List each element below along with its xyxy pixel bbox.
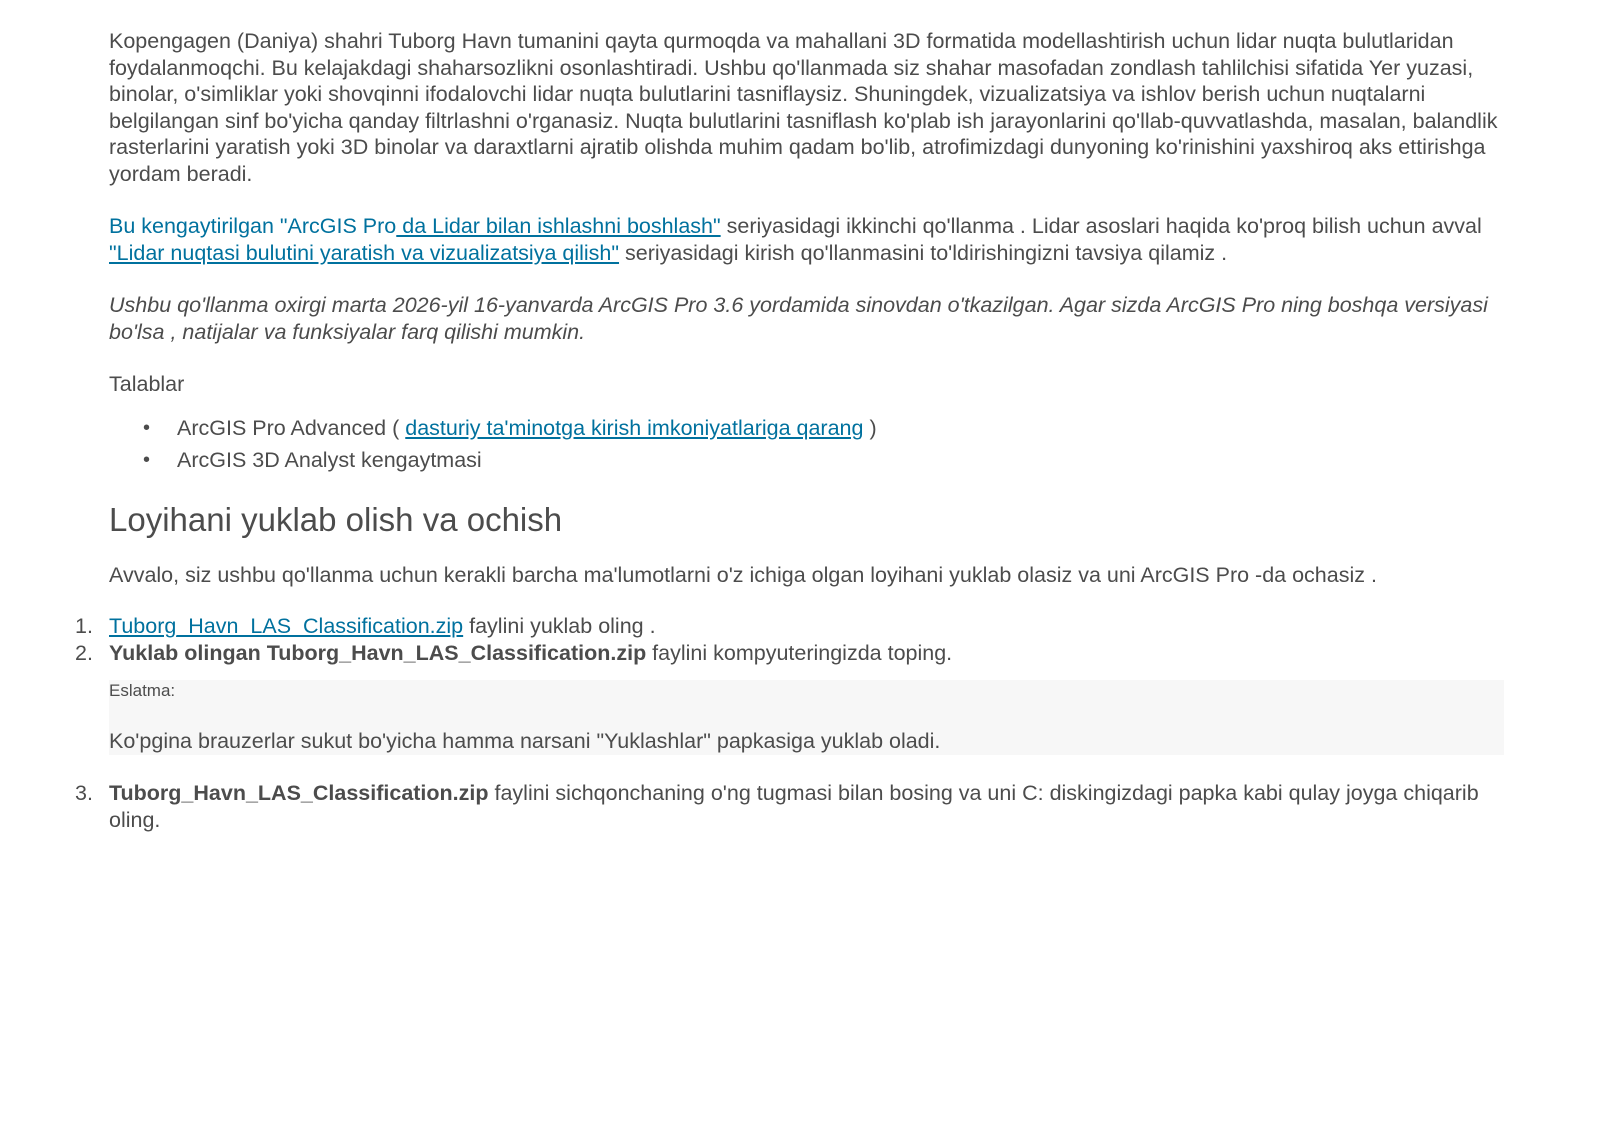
document-page xyxy=(75,28,1504,833)
requirements-list xyxy=(109,412,1504,476)
note-title: Eslatma: xyxy=(109,681,176,700)
step-bold-text: Yuklab olingan Tuborg_Havn_LAS_Classification.zip xyxy=(109,640,647,665)
note-box xyxy=(109,680,1504,755)
step-bold-text: Tuborg_Havn_LAS_Classification.zip xyxy=(109,781,489,805)
series-text-mid: seriyasidagi ikkinchi qo'llanma . Lidar asoslari haqida ko'proq bilish uchun avval xyxy=(720,214,1482,238)
step-item xyxy=(75,780,1504,833)
intro-paragraph: Kopengagen (Daniya) shahri Tuborg Havn tumanini qayta qurmoqda va mahallani 3D formatida modellashtirish uchun lidar nuqta bulutlaridan foydalanmoqchi. Bu kelajakdagi shaharsozlikni osonlashtiradi. Ushbu qo'llanmada siz shahar masofadan zondlash tahlilchisi sifatida Yer yuzasi, binolar, o'simliklar yoki shovqinni ifodalovchi lidar nuqta bulutlarini tasniflaysiz. Shuningdek, vizualizatsiya va ishlov berish uchun nuqtalarni belgilangan sinf bo'yicha qanday filtrlashni o'rganasiz. Nuqta bulutlarini tasniflash ko'plab ish jarayonlarini qo'llab-quvvatlashda, masalan, balandlik rasterlarini yaratish yoki 3D binolar va daraxtlarni ajratib olishda muhim qadam bo'lib, atrofimizdagi dunyoning ko'rinishini yaxshiroq aks ettirishga yordam beradi. xyxy=(109,29,1498,186)
requirement-text-end: ) xyxy=(863,415,877,440)
step-text: faylini kompyuteringizda toping. xyxy=(646,640,953,665)
step-text: faylini yuklab oling . xyxy=(463,614,656,638)
requirement-item xyxy=(177,412,1504,444)
series-link[interactable]: da Lidar bilan ishlashni boshlash" xyxy=(396,214,721,238)
step-number: 1. xyxy=(75,614,93,638)
step-item xyxy=(75,613,1504,640)
requirement-item: • ArcGIS 3D Analyst kengaytmasi xyxy=(177,444,1504,476)
steps-list xyxy=(75,613,1504,833)
step-item xyxy=(75,640,1504,756)
tested-note: Ushbu qo'llanma oxirgi marta 2026-yil 16-yanvarda ArcGIS Pro 3.6 yordamida sinovdan o'tkazilgan. Agar sizda ArcGIS Pro ning boshqa versiyasi bo'lsa , natijalar va funksiyalar farq qilishi mumkin. xyxy=(109,293,1488,344)
step-number: 2. xyxy=(75,640,93,665)
requirement-text: ArcGIS Pro Advanced ( xyxy=(177,415,406,440)
series-link-start[interactable]: Bu kengaytirilgan "ArcGIS Pro xyxy=(109,214,397,238)
series-text-end: seriyasidagi kirish qo'llanmasini to'ldirishingizni tavsiya qilamiz . xyxy=(619,240,1228,265)
section-title: Loyihani yuklab olish va ochish xyxy=(109,500,563,538)
step-number: 3. xyxy=(75,781,93,805)
download-zip-link[interactable]: Tuborg_Havn_LAS_Classification.zip xyxy=(109,614,464,638)
requirements-heading: Talablar xyxy=(109,372,185,396)
note-body: Ko'pgina brauzerlar sukut bo'yicha hamma narsani "Yuklashlar" papkasiga yuklab oladi. xyxy=(109,729,941,753)
section-intro: Avvalo, siz ushbu qo'llanma uchun kerakli barcha ma'lumotlarni o'z ichiga olgan loyihani yuklab olasiz va uni ArcGIS Pro -da ochasiz . xyxy=(109,562,1377,587)
intro-tutorial-link[interactable]: "Lidar nuqtasi bulutini yaratish va vizualizatsiya qilish" xyxy=(109,240,620,265)
software-access-link[interactable]: dasturiy ta'minotga kirish imkoniyatlariga qarang xyxy=(405,415,864,440)
step-text: faylini sichqonchaning o'ng tugmasi bilan bosing va uni C: diskingizdagi papka kabi qulay joyga chiqarib oling. xyxy=(109,781,1479,832)
series-paragraph xyxy=(109,213,1504,266)
